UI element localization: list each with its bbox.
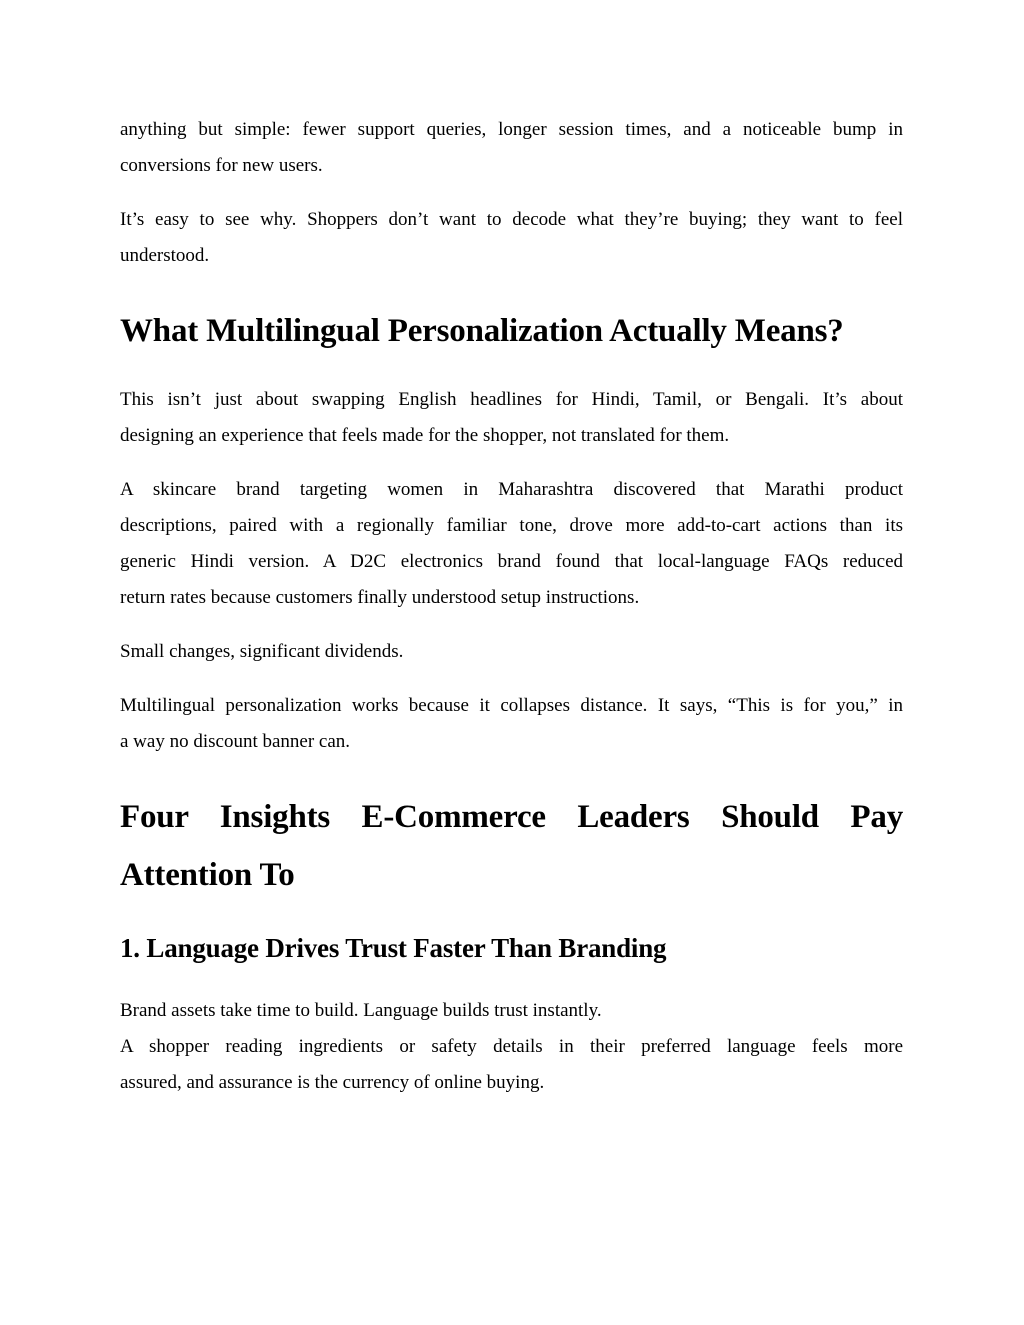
text-line: understood.	[120, 245, 210, 266]
text-line: A skincare brand targeting women in Maharashtra discovered that Marathi product	[120, 479, 903, 500]
text-line: a way no discount banner can.	[120, 731, 351, 752]
text-line: It’s easy to see why. Shoppers don’t want to decode what they’re buying; they want to feel	[120, 209, 903, 230]
paragraph	[120, 688, 903, 760]
text-line: What Multilingual Personalization Actually Means?	[120, 313, 844, 349]
text-line: Four Insights E-Commerce Leaders Should Pay	[120, 799, 903, 835]
text-line: Brand assets take time to build. Language builds trust instantly.	[120, 1000, 602, 1021]
section-heading	[120, 302, 903, 360]
text-line: anything but simple: fewer support queries, longer session times, and a noticeable bump in	[120, 119, 903, 140]
section-heading	[120, 788, 903, 904]
text-line: A shopper reading ingredients or safety details in their preferred language feels more	[120, 1036, 903, 1057]
paragraph	[120, 472, 903, 616]
text-line: generic Hindi version. A D2C electronics brand found that local-language FAQs reduced	[120, 551, 903, 572]
text-line: designing an experience that feels made for the shopper, not translated for them.	[120, 425, 730, 446]
text-line: 1. Language Drives Trust Faster Than Branding	[120, 933, 667, 963]
text-line: descriptions, paired with a regionally familiar tone, drove more add-to-cart actions than its	[120, 515, 903, 536]
paragraph	[120, 634, 903, 670]
text-line: Attention To	[120, 857, 295, 893]
document-content	[120, 112, 903, 1101]
sub-heading	[120, 928, 903, 968]
text-line: return rates because customers finally understood setup instructions.	[120, 587, 640, 608]
paragraph	[120, 382, 903, 454]
paragraph	[120, 993, 903, 1101]
text-line: Small changes, significant dividends.	[120, 641, 404, 662]
paragraph	[120, 202, 903, 274]
text-line: This isn’t just about swapping English headlines for Hindi, Tamil, or Bengali. It’s about	[120, 389, 903, 410]
paragraph	[120, 112, 903, 184]
text-line: conversions for new users.	[120, 155, 323, 176]
text-line: assured, and assurance is the currency of online buying.	[120, 1072, 545, 1093]
text-line: Multilingual personalization works because it collapses distance. It says, “This is for you,” in	[120, 695, 903, 716]
